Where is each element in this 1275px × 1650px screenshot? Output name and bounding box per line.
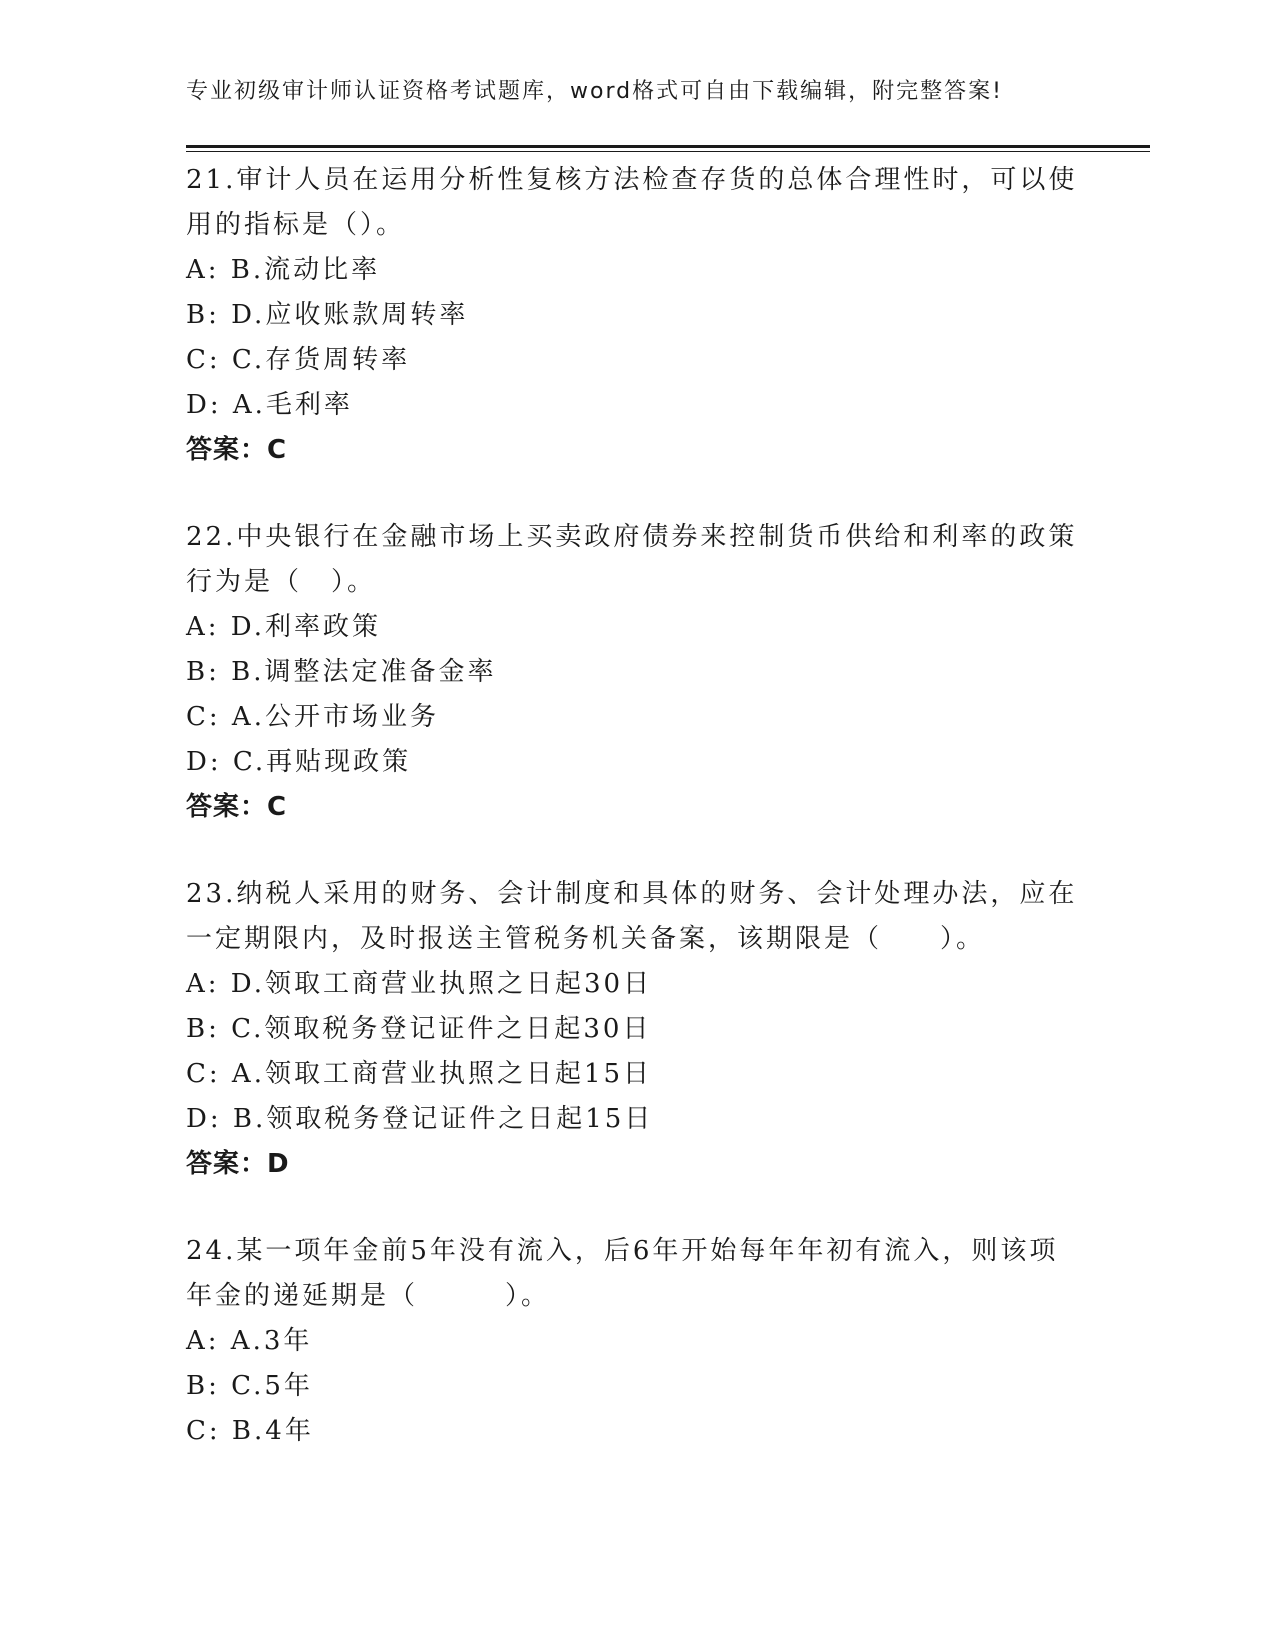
answer: 答案：C	[186, 435, 288, 465]
option-d: D: B.领取税务登记证件之日起15日	[186, 1104, 654, 1134]
option-c: C: B.4年	[186, 1416, 314, 1446]
question-stem: 24.某一项年金前5年没有流入，后6年开始每年年初有流入，则该项年金的递延期是（ ）。	[186, 1236, 1059, 1311]
answer: 答案：D	[186, 1149, 290, 1179]
header-divider-thin	[186, 151, 1150, 152]
option-a: A: D.利率政策	[186, 612, 381, 642]
option-d: D: A.毛利率	[186, 390, 353, 420]
header-divider-thick	[186, 145, 1150, 148]
question-24	[186, 1229, 1086, 1454]
question-stem: 23.纳税人采用的财务、会计制度和具体的财务、会计处理办法，应在一定期限内，及时报送主管税务机关备案，该期限是（ ）。	[186, 879, 1078, 954]
question-list	[186, 158, 1086, 1496]
option-b: B: D.应收账款周转率	[186, 300, 469, 330]
question-22	[186, 515, 1086, 830]
page-header: 专业初级审计师认证资格考试题库，word格式可自由下载编辑，附完整答案!	[186, 79, 1003, 104]
option-c: C: A.领取工商营业执照之日起15日	[186, 1059, 653, 1089]
option-a: A: D.领取工商营业执照之日起30日	[186, 969, 653, 999]
option-b: B: B.调整法定准备金率	[186, 657, 497, 687]
option-a: A: A.3年	[186, 1326, 313, 1356]
option-b: B: C.领取税务登记证件之日起30日	[186, 1014, 652, 1044]
question-stem: 21.审计人员在运用分析性复核方法检查存货的总体合理性时，可以使用的指标是（）。	[186, 165, 1078, 240]
answer: 答案：C	[186, 792, 288, 822]
question-21	[186, 158, 1086, 473]
option-b: B: C.5年	[186, 1371, 313, 1401]
option-c: C: A.公开市场业务	[186, 702, 439, 732]
question-stem: 22.中央银行在金融市场上买卖政府债券来控制货币供给和利率的政策行为是（ ）。	[186, 522, 1078, 597]
option-a: A: B.流动比率	[186, 255, 381, 285]
question-23	[186, 872, 1086, 1187]
option-c: C: C.存货周转率	[186, 345, 411, 375]
option-d: D: C.再贴现政策	[186, 747, 412, 777]
